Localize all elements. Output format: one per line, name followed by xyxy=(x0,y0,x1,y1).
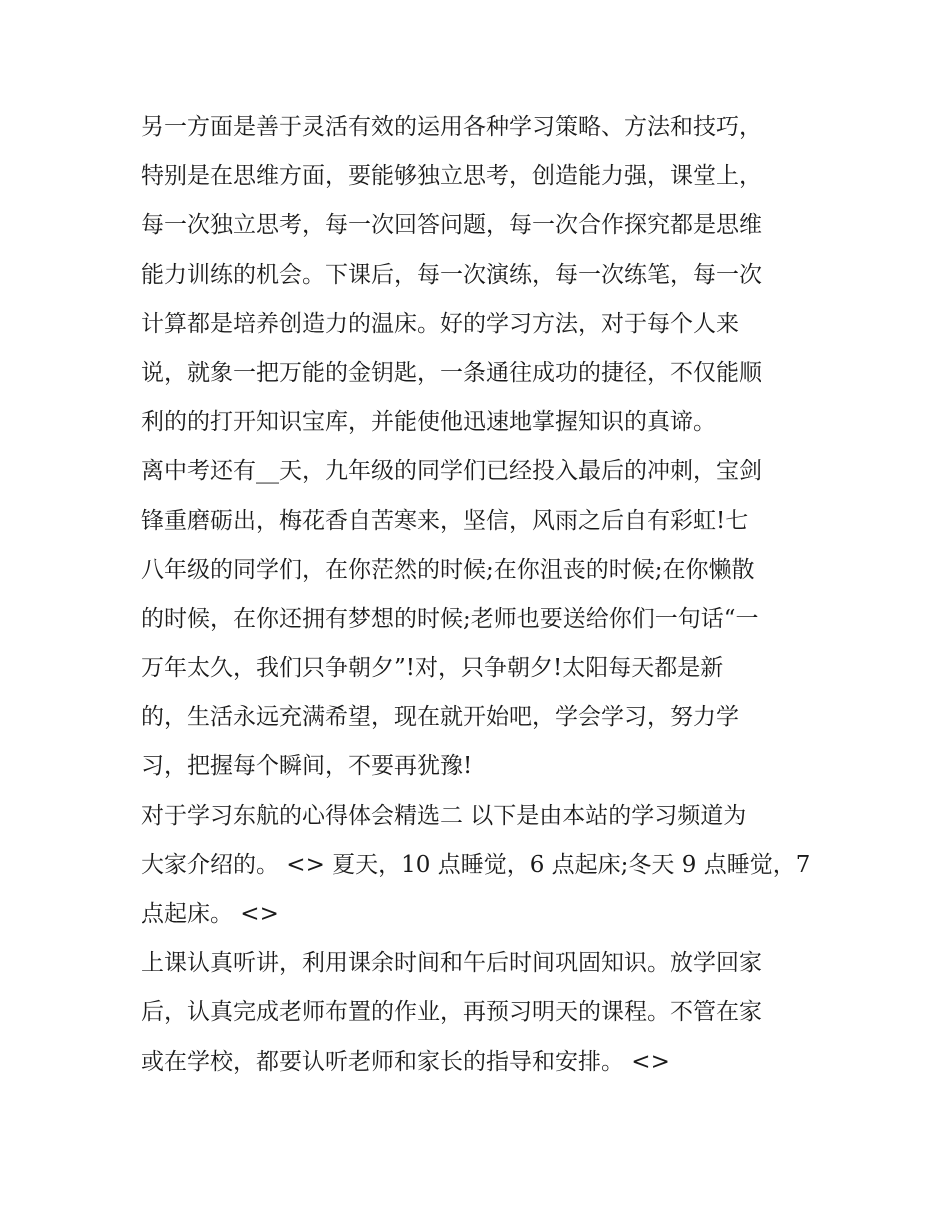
text-line: 习，把握每个瞬间，不要再犹豫! xyxy=(141,753,473,780)
text-line: 特别是在思维方面，要能够独立思考，创造能力强，课堂上， xyxy=(141,163,762,190)
text-line: 的，生活永远充满希望，现在就开始吧，学会学习，努力学 xyxy=(141,704,739,731)
text-line: 或在学校，都要认听老师和家长的指导和安排。 <> xyxy=(141,1048,670,1075)
text-line: 上课认真听讲，利用课余时间和午后时间巩固知识。放学回家 xyxy=(141,950,762,977)
text-line: 每一次独立思考，每一次回答问题，每一次合作探究都是思维 xyxy=(141,212,762,239)
text-line: 能力训练的机会。下课后，每一次演练，每一次练笔，每一次 xyxy=(141,261,762,288)
text-line: 万年太久，我们只争朝夕”!对，只争朝夕!太阳每天都是新 xyxy=(141,655,724,682)
text-line: 利的的打开知识宝库，并能使他迅速地掌握知识的真谛。 xyxy=(141,409,716,436)
text-line: 的时候，在你还拥有梦想的时候;老师也要送给你们一句话“一 xyxy=(141,605,759,632)
text-line: 后，认真完成老师布置的作业，再预习明天的课程。不管在家 xyxy=(141,999,762,1026)
text-line: 点起床。 <> xyxy=(141,901,279,927)
text-line: 对于学习东航的心得体会精选二 以下是由本站的学习频道为 xyxy=(141,802,747,829)
text-line: 另一方面是善于灵活有效的运用各种学习策略、方法和技巧， xyxy=(141,114,762,140)
body-text xyxy=(141,103,821,1087)
text-line: 离中考还有__天，九年级的同学们已经投入最后的冲刺，宝剑 xyxy=(141,458,762,485)
text-line: 说，就象一把万能的金钥匙，一条通往成功的捷径，不仅能顺 xyxy=(141,359,762,386)
text-line: 锋重磨砺出，梅花香自苦寒来，坚信，风雨之后自有彩虹!七 xyxy=(141,507,749,534)
text-line: 计算都是培养创造力的温床。好的学习方法，对于每个人来 xyxy=(141,310,739,337)
text-line: 大家介绍的。 <> 夏天，10 点睡觉，6 点起床;冬天 9 点睡觉，7 xyxy=(141,851,811,878)
text-line: 八年级的同学们，在你茫然的时候;在你沮丧的时候;在你懒散 xyxy=(141,556,755,583)
